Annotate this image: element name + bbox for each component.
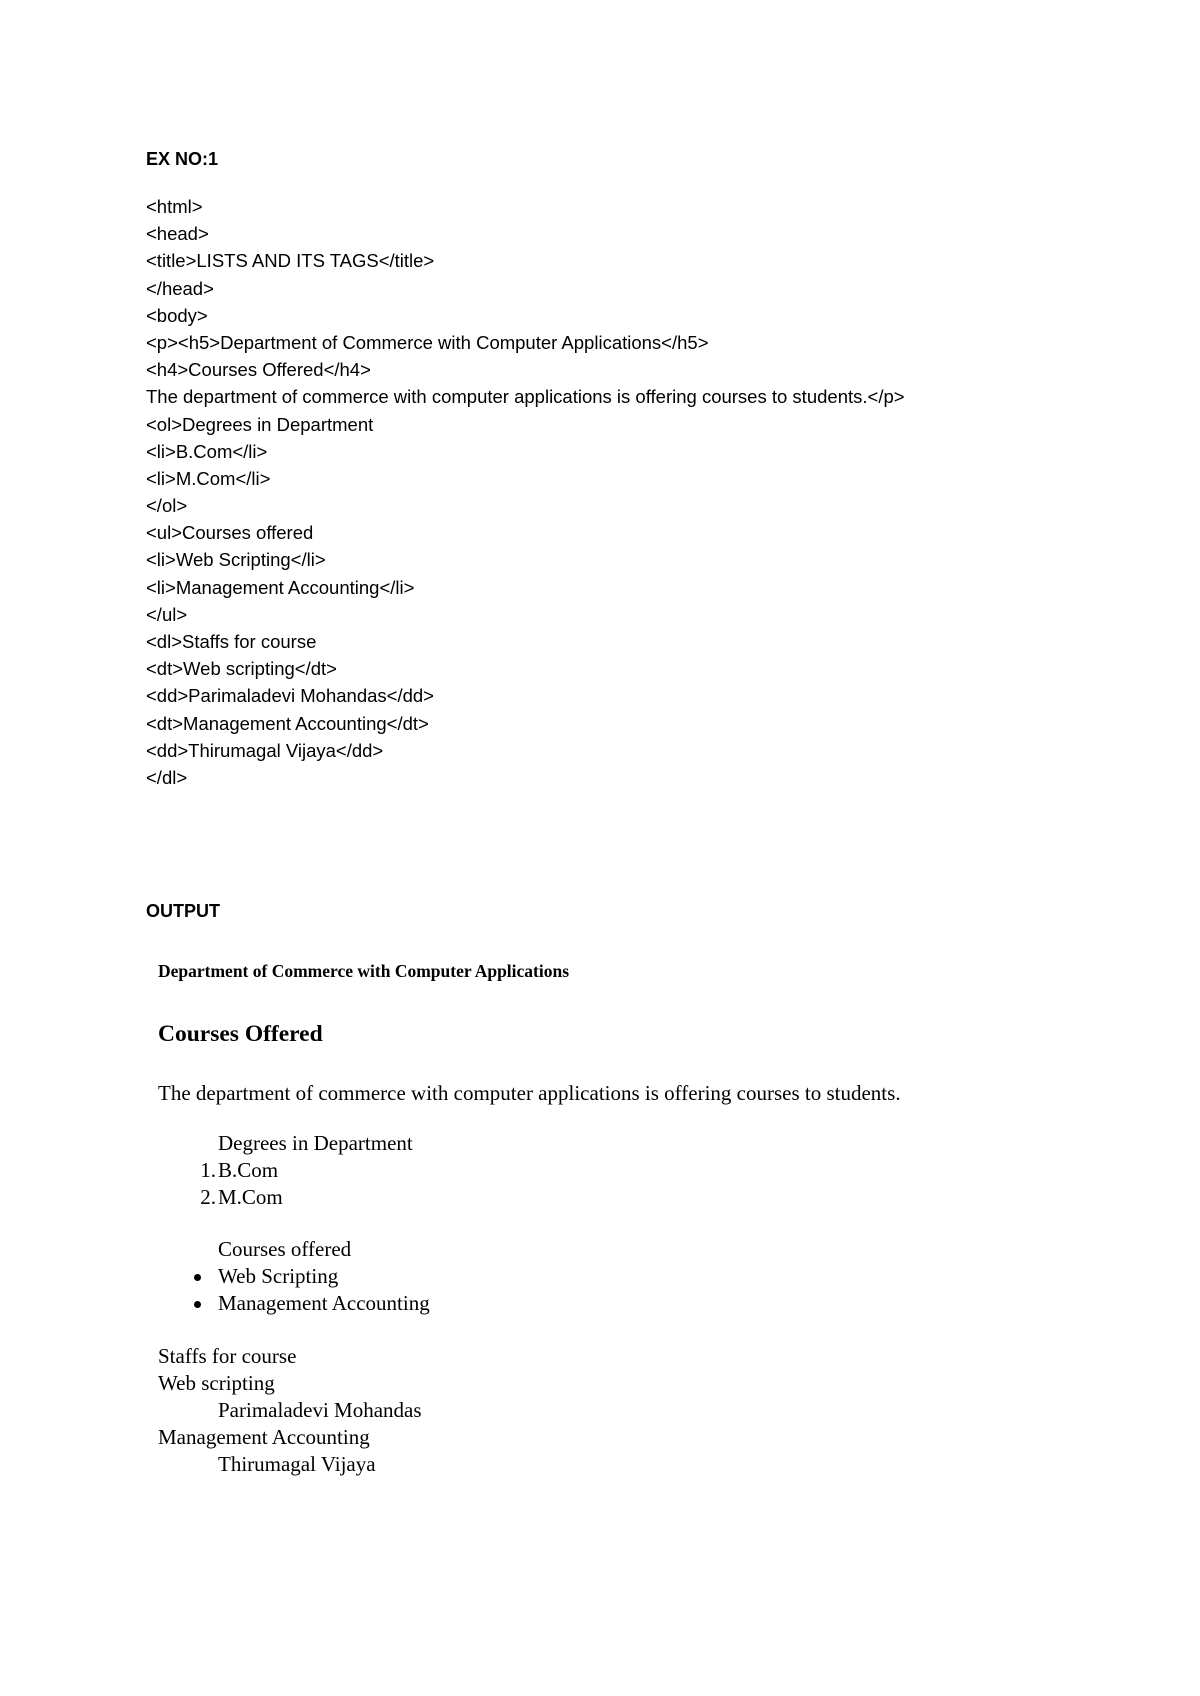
source-code-block bbox=[146, 193, 905, 791]
output-courses-heading: Courses Offered bbox=[158, 1021, 323, 1047]
code-line: <li>Management Accounting</li> bbox=[146, 576, 415, 598]
list-item bbox=[158, 1157, 413, 1184]
exercise-heading: EX NO:1 bbox=[146, 149, 219, 169]
output-heading: OUTPUT bbox=[146, 901, 220, 921]
code-line: <ol>Degrees in Department bbox=[146, 413, 374, 435]
code-line: <li>Web Scripting</li> bbox=[146, 549, 326, 571]
list-item bbox=[158, 1263, 430, 1290]
code-line: <dl>Staffs for course bbox=[146, 631, 317, 652]
code-line: <dt>Web scripting</dt> bbox=[146, 658, 337, 680]
list-item-text: M.Com bbox=[218, 1185, 283, 1209]
code-line: <dt>Management Accounting</dt> bbox=[146, 712, 429, 734]
code-line: </head> bbox=[146, 277, 214, 299]
output-paragraph: The department of commerce with computer applications is offering courses to students. bbox=[158, 1081, 901, 1105]
code-line: <ul>Courses offered bbox=[146, 522, 314, 544]
definition-term: Web scripting bbox=[158, 1371, 275, 1395]
list-number-marker: 2. bbox=[200, 1185, 216, 1209]
list-item-text: B.Com bbox=[218, 1158, 279, 1182]
code-line: <title>LISTS AND ITS TAGS</title> bbox=[146, 250, 435, 272]
list-item bbox=[158, 1184, 413, 1211]
code-line: <li>B.Com</li> bbox=[146, 440, 268, 462]
ordered-list bbox=[158, 1130, 413, 1211]
definition-term: Management Accounting bbox=[158, 1425, 370, 1449]
list-item-text: Management Accounting bbox=[218, 1291, 430, 1315]
definition-description: Parimaladevi Mohandas bbox=[218, 1398, 422, 1422]
unordered-list-caption: Courses offered bbox=[218, 1237, 352, 1261]
code-line: </ol> bbox=[146, 495, 188, 517]
bullet-icon bbox=[194, 1274, 201, 1281]
definition-description: Thirumagal Vijaya bbox=[218, 1452, 376, 1476]
list-item-text: Web Scripting bbox=[218, 1264, 339, 1288]
code-line: <h4>Courses Offered</h4> bbox=[146, 359, 371, 381]
definition-list-caption: Staffs for course bbox=[158, 1344, 297, 1368]
bullet-icon bbox=[194, 1301, 201, 1308]
code-line: <body> bbox=[146, 304, 208, 326]
code-line: <p><h5>Department of Commerce with Computer Applications</h5> bbox=[146, 331, 709, 353]
output-department-heading: Department of Commerce with Computer Applications bbox=[158, 961, 570, 981]
code-line: The department of commerce with computer applications is offering courses to students.</p> bbox=[146, 386, 905, 408]
unordered-list bbox=[158, 1236, 430, 1317]
code-line: <dd>Thirumagal Vijaya</dd> bbox=[146, 739, 384, 761]
code-line: </ul> bbox=[146, 603, 188, 625]
ordered-list-caption: Degrees in Department bbox=[218, 1131, 413, 1155]
code-line: <head> bbox=[146, 223, 209, 245]
list-item bbox=[158, 1290, 430, 1317]
list-number-marker: 1. bbox=[200, 1158, 216, 1182]
code-line: <li>M.Com</li> bbox=[146, 467, 271, 489]
definition-list bbox=[158, 1343, 422, 1478]
code-line: </dl> bbox=[146, 766, 188, 788]
code-line: <html> bbox=[146, 196, 203, 217]
rendered-output bbox=[158, 960, 1118, 1476]
code-line: <dd>Parimaladevi Mohandas</dd> bbox=[146, 685, 434, 707]
